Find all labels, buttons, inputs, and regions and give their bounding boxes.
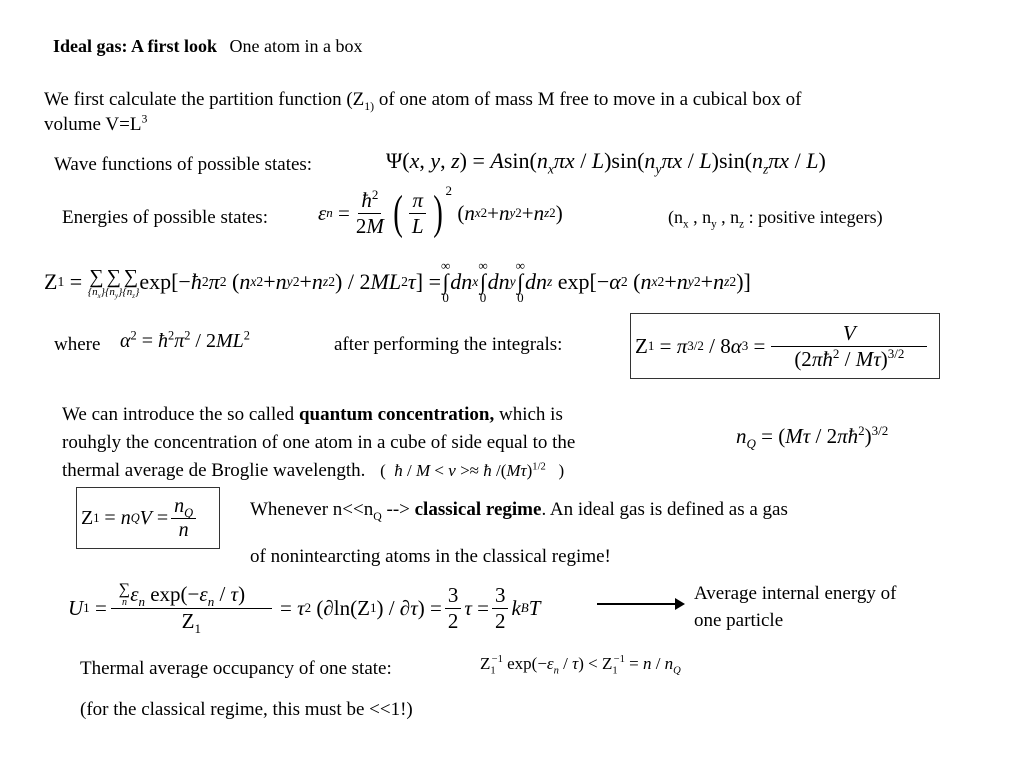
intro-paragraph [44,87,802,137]
qc-line-1: We can introduce the so called quantum concentration, which is [62,404,563,425]
arrow-note: Average internal energy of one particle [694,583,897,631]
wave-equation: Ψ(x, y, $z) = Asin(n_x\pi x / L)\sin(n_y\pi x / L)\sin(n_z\pi x / L)$ [386,148,826,177]
z1-result-box: Z 1 = π 3/2 / 8 α 3 = $\frac{V}{(2\pi ħ^2 / M\tau)^{3/2}}$ [630,313,940,379]
slide-subtitle: One atom in a box [229,36,363,56]
u1-equation: U 1 = ∑ n $\varepsilon_n$ $\exp(-\varepsilon_n / \tau)$ $Z_1$ = τ 2 (∂ln(Z 1 ) / ∂ τ ) = $\frac{3}{2}$ τ = $\frac{3}{2}$ k B T [68,581,541,637]
qc-line-2: rouhgly the concentration of one atom in a cube of side equal to the [62,432,576,453]
arrow-head-icon [675,598,685,610]
footnote: (for the classical regime, this must be <<1!) [80,699,413,720]
nq-equation: $n_Q = (M\tau$ / $2\pi ħ^2)^{3/2}$ [736,423,889,452]
wave-label: Wave functions of possible states: [54,154,313,175]
slide-title: Ideal gas: A first look [53,36,218,56]
where-label: where [54,334,101,355]
intro-line-1: We first calculate the partition function ($Z_{1)}$ of one atom of mass M free to move in a cubical box of [44,89,802,113]
z1-nq-box: Z 1 = n Q V = $\frac{n_Q}{n}$ [76,487,220,549]
qc-line-3: thermal average de Broglie wavelength. ( ħ / M < v >≈ ħ $/(M\tau)^{1/2}$ ) [62,460,565,481]
classical-line-2: of nonintearcting atoms in the classical regime! [250,546,611,567]
slide-title-row [53,36,363,57]
intro-line-2: volume $V=L^3$ [44,112,148,135]
debroglie-equation: ( ħ / M < v >≈ ħ $/(M\tau)^{1/2}$ ) [380,461,565,480]
energy-note: ($n_x$ , $n_y$ , $n_z$ : positive integers) [668,207,883,231]
z1-sum-integral-equation: Z 1 = ∑ $\{n_x\}$ ∑ $\{n_y\}$ ∑ $\{n_z\}$ exp[− ħ 2 π 2 ( n x 2 + n y 2 + n z 2 ) / 2 ML 2 τ ] = ∞ ∫ 0 dn x ∞ ∫ 0 dn y ∞ ∫ 0 dn z exp[− α 2 ( n x 2 + n y 2 + n z 2 )] [44,258,751,305]
occupancy-equation: $Z_1^{-1}$ $\exp(-\varepsilon_n / \tau) < Z_1^{-1} = n / n_Q$ [480,654,681,677]
classical-regime-term: classical regime [414,499,542,520]
energy-equation: ε n = $\frac{ħ^2}{2M}$ ( $\frac{\pi}{L}$ ) $^2$ ( n x 2 + n y 2 + n z 2 ) [318,183,563,239]
occupancy-label: Thermal average occupancy of one state: [80,658,392,679]
quantum-concentration-paragraph [62,401,575,485]
classical-line-1: Whenever $n<<n_Q$ --> classical regime. An ideal gas is defined as a gas [250,499,788,523]
energy-label: Energies of possible states: [62,207,268,228]
quantum-concentration-term: quantum concentration, [298,404,495,425]
alpha-equation: $\alpha^2$ = $ħ^2\pi^2 / 2ML^2$ [120,328,250,352]
arrow-icon [597,603,677,605]
after-integrals-label: after performing the integrals: [334,334,563,355]
